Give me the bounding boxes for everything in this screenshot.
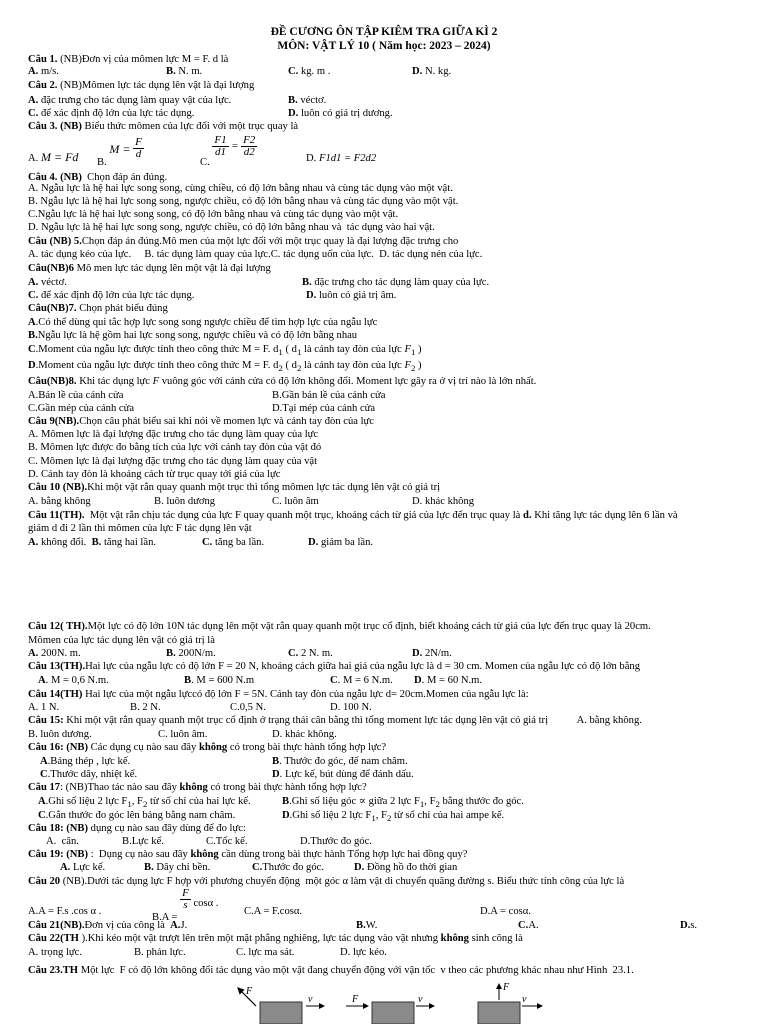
answer-option: C. luôn âm	[272, 496, 319, 507]
question-text-line: Câu (NB) 5.Chọn đáp án đúng.Mô men của một lực đối với một trục quay là đại lượng đặc trưng cho	[28, 236, 459, 247]
question-text-line: Câu(NB)6 Mô men lực tác dụng lên một vật là đại lượng	[28, 263, 271, 274]
answer-option: B. véctơ.	[288, 95, 327, 106]
answer-option: D. luôn có giá trị âm.	[306, 290, 397, 301]
question-text-line: Câu 11(TH). Một vật rắn chịu tác dụng của lực F quay quanh một trục, khoảng cách từ giá của lực đến trục quay là d. Khi tăng lực tác dụng lên 6 lần và	[28, 510, 678, 521]
answer-option: C.0,5 N.	[230, 702, 266, 713]
question-text-line: B. Mômen lực được đo bằng tích của lực với cánh tay đòn của vật đó	[28, 442, 322, 453]
answer-option: C. 2 N. m.	[288, 648, 333, 659]
document-title: ĐỀ CƯƠNG ÔN TẬP KIÊM TRA GIỮA KÌ 2	[270, 26, 498, 38]
q20-option-b-fraction: $\frac{F}{s}$	[182, 887, 189, 911]
answer-option: C.Tốc kế.	[206, 836, 248, 847]
answer-option: B.Lực kế.	[122, 836, 164, 847]
answer-option: D. Lực kế, bút dùng để đánh dấu.	[272, 769, 414, 780]
question-text-line: D. Cánh tay đòn là khoảng cách từ trục quay tới giá của lực	[28, 469, 281, 480]
answer-option: C.Thước dây, nhiệt kế.	[40, 769, 138, 780]
question-text-line: Câu(NB)8. Khi tác dụng lực F vuông góc với cánh cửa có độ lớn không đổi. Moment lực gây ra ở vị trí nào là lớn nhất.	[28, 376, 537, 387]
answer-option: D. luôn có giá trị dương.	[288, 108, 393, 119]
question-text-line: Câu 17: (NB)Thao tác nào sau đây không có trong bài thực hành tổng hợp lực?	[28, 782, 367, 793]
question-text-line: B.Ngẫu lực là hệ gồm hai lực song song, ngược chiều và có độ lớn bằng nhau	[28, 330, 358, 341]
answer-option: C. tăng ba lần.	[202, 537, 265, 548]
answer-option: C. luôn âm.	[158, 729, 208, 740]
question-text-line: C.Moment của ngẫu lực được tính theo công thức M = F. $d_1$ ( $d_1$ là cánh tay đòn của lực $F_1$ )	[28, 344, 422, 358]
answer-option: B. Thước đo góc, đế nam châm.	[272, 756, 408, 767]
answer-option: A. M = 0,6 N.m.	[38, 675, 109, 686]
question-text-line: A.Có thể dùng qui tắc hợp lực song song ngược chiều để tìm hợp lực của ngẫu lực	[28, 317, 378, 328]
answer-option: B. luôn dương.	[28, 729, 92, 740]
answer-option: C. lực ma sát.	[236, 947, 295, 958]
q3-option-d-formula: F1d1 = F2d2	[318, 153, 377, 164]
answer-option: D.Ghi số liệu 2 lực $F_1$, $F_2$ từ số chỉ của hai ampe kế.	[282, 810, 505, 824]
answer-option: A. bằng không	[28, 496, 91, 507]
figure-block-3	[478, 982, 542, 1024]
q20-option-b-tail: cosα .	[193, 897, 219, 909]
answer-option: B. 200N/m.	[166, 648, 216, 659]
answer-option: B. M = 600 N.m	[184, 675, 255, 686]
exam-page: ĐỀ CƯƠNG ÔN TẬP KIÊM TRA GIỮA KÌ 2 MÔN: VẬT LÝ 10 ( Năm học: 2023 – 2024) Câu 1. (NB)Đơn vị của mômen lực M = F. d là A. m/s. B. N. m. C. kg. m . D. N. kg. Câu 2. (NB)Mômen lực tác dụng lên vật là đại lượng A. đặc trưng cho tác dụng làm quay vật của lực. B. véctơ. C. để xác định độ lớn của lực tác dụng. D. luôn có giá trị dương. Câu 3. (NB) Biểu thức mômen của lực đối với một trục quay là Câu 4. (NB) Chọn đáp án đúng. A. Ngẫu lực là hệ hai lực song song, cùng chiều, có độ lớn bằng nhau và cùng tác dụng vào một vật. B. Ngẫu lực là hệ hai lực song song, ngược chiều, có độ lớn bằng nhau và cùng tác dụng vào một vật. C.Ngẫu lực là hệ hai lực song song, có độ lớn bằng nhau và cùng tác dụng vào một vật. D. Ngẫu lực là hệ hai lực song song, ngược chiều, có độ lớn bằng nhau và tác dụng vào hai vật. Câu (NB) 5.Chọn đáp án đúng.Mô men của một lực đối với một trục quay là đại lượng đặc trưng cho A. tác dụng kéo của lực. B. tác dụng làm quay của lực.C. tác dụng uốn của lực. D. tác dụng nén của lực. Câu(NB)6 Mô men lực tác dụng lên một vật là đại lượng A. véctơ. B. đặc trưng cho tác dụng làm quay của lực. C. để xác định độ lớn của lực tác dụng. D. luôn có giá trị âm. Câu(NB)7. Chọn phát biểu đúng A.Có thể dùng qui tắc hợp lực song song ngược chiều để tìm hợp lực của ngẫu lực B.Ngẫu lực là hệ gồm hai lực song song, ngược chiều và có độ lớn bằng nhau C.Moment của ngẫu lực được tính theo công thức M = F. $d_1$ ( $d_1$ là cánh tay đòn của lực $F_1$ ) D.Moment của ngẫu lực được tính theo công thức M = F. $d_2$ ( $d_2$ là cánh tay đòn của lực $F_2$ ) Câu(NB)8. Khi tác dụng lực F vuông góc với cánh cửa có độ lớn không đổi. Moment lực gây ra ở vị trí nào là lớn nhất. A.Bản lề của cánh cửa B.Gần bản lề của cánh cửa C.Gần mép của cánh cửa D.Tại mép của cánh cửa Câu 9(NB).Chọn câu phát biểu sai khi nói về momen lực và cánh tay đòn của lực A. Mômen lực là đại lượng đặc trưng cho tác dụng làm quay của lực B. Mômen lực được đo bằng tích của lực với cánh tay đòn của vật đó C. Mômen lực là đại lượng đặc trưng cho tác dụng làm quay của vật D. Cánh tay đòn là khoảng cách từ trục quay tới giá của lực Câu 10 (NB).Khi một vật rắn quay quanh một trục thì tổng mômen lực tác dụng lên vật có giá trị A. bằng không B. luôn dương C. luôn âm D. khác không Câu 11(TH). Một vật rắn chịu tác dụng của lực F quay quanh một trục, khoảng cách từ giá của lực đến trục quay là d. Khi tăng lực tác dụng lên 6 lần và giảm d đi 2 lần thì mômen của lực F tác dụng lên vật A. không đổi. B. tăng hai lần. C. tăng ba lần. D. giảm ba lần. Câu 12( TH).Một lực có độ lớn 10N tác dụng lên một vật rắn quay quanh một trục cố định, biết khoảng cách từ giá của lực đến trục quay là 20cm. Mômen của lực tác dụng lên vật có giá trị là A. 200N. m. B. 200N/m. C. 2 N. m. D. 2N/m. Câu 13(TH).Hai lực của ngẫu lực có độ lớn F = 20 N, khoảng cách giữa hai giá của ngẫu lực là d = 30 cm. Momen của ngẫu lực có độ lớn bằng A. M = 0,6 N.m. B. M = 600 N.m C. M = 6 N.m. D. M = 60 N.m. Câu 14(TH) Hai lực của một ngẫu lựccó độ lớn F = 5N. Cánh tay đòn của ngẫu lực d= 20cm.Momen của ngẫu lực là: A. 1 N. B. 2 N. C.0,5 N. D. 100 N. Câu 15: Khi một vật rắn quay quanh một trục cố định ở trạng thái cân bằng thì tổng moment lực tác dụng lên vật có giá trị A. bằng không. B. luôn dương. C. luôn âm. D. khác không. Câu 16: (NB) Các dụng cụ nào sau đây không có trong bài thực hành tổng hợp lực? A.Bảng thép , lực kế. B. Thước đo góc, đế nam châm. C.Thước dây, nhiệt kế. D. Lực kế, bút dùng để đánh dấu. Câu 17: (NB)Thao tác nào sau đây không có trong bài thực hành tổng hợp lực? A.Ghi số liệu 2 lực $F_1$, $F_2$ từ số chỉ của hai lực kế. B.Ghi số liệu góc ∝ giữa 2 lực $F_1$, $F_2$ bằng thước đo góc. C.Gắn thước đo góc lên bảng bằng nam châm. D.Ghi số liệu 2 lực $F_1$, $F_2$ từ số chỉ của hai ampe kế. Câu 18: (NB) dụng cụ nào sau đây dùng để đo lực: A. cân. B.Lực kế. C.Tốc kế. D.Thước đo góc. Câu 19: (NB) : Dụng cụ nào sau đây không cần dùng trong bài thực hành Tổng hợp lực hai đồng quy? A. Lực kế. B. Dây chỉ bền. C.Thước đo góc. D. Đồng hồ đo thời gian Câu 20 (NB).Dưới tác dụng lực F hợp với phương chuyển động một góc α làm vật di chuyển quãng đường s. Biểu thức tính công của lực là Câu 21(NB).Đơn vị của công là A.J. B.W. C.A. D.s. Câu 22(TH ).Khi kéo một vật trượt lên trên một mặt phẳng nghiêng, lực tác dụng vào vật nhưng không sinh công là A. trọng lực. B. phản lực. C. lực ma sát. D. lực kéo. Câu 23.TH Một lực F có độ lớn không đổi tác dụng vào một vật đang chuyển động với vận tốc v theo các phương khác nhau như Hình 23.1. A. M = Fd B. M = $\frac{F}{d}$ C. $\frac{F1}{d1}$ = $\frac{F2}{d2}$ D. F1d1 = F2d2 A.A = F.s .cos α . B.A = $\frac{F}{s}$ cosα . C.A = F.cosα. D.A = cosα. F v F v F v	[0, 0, 768, 1024]
question-text-line: Câu 1. (NB)Đơn vị của mômen lực M = F. d là	[28, 54, 229, 65]
question-text-line: Câu 10 (NB).Khi một vật rắn quay quanh một trục thì tổng mômen lực tác dụng lên vật có giá trị	[28, 482, 441, 493]
question-text-line: Câu 16: (NB) Các dụng cụ nào sau đây không có trong bài thực hành tổng hợp lực?	[28, 742, 387, 753]
document-subtitle: MÔN: VẬT LÝ 10 ( Năm học: 2023 – 2024)	[277, 40, 491, 52]
answer-option: D. khác không	[412, 496, 475, 507]
answer-option: A. m/s.	[28, 66, 59, 77]
q20-option-c: C.A = F.cosα.	[244, 906, 303, 917]
question-text-line: Câu 18: (NB) dụng cụ nào sau đây dùng để đo lực:	[28, 823, 246, 834]
question-text-line: Câu 19: (NB) : Dụng cụ nào sau đây không cần dùng trong bài thực hành Tổng hợp lực hai đồng quy?	[28, 849, 468, 860]
answer-option: D. khác không.	[272, 729, 337, 740]
velocity-label-1: v	[308, 994, 313, 1005]
question-text-line: Câu 20 (NB).Dưới tác dụng lực F hợp với phương chuyển động một góc α làm vật di chuyển quãng đường s. Biểu thức tính công của lực là	[28, 876, 625, 887]
question-text-line: Câu 12( TH).Một lực có độ lớn 10N tác dụng lên một vật rắn quay quanh một trục cố định, biết khoảng cách từ giá của lực đến trục quay là 20cm.	[28, 621, 651, 632]
answer-option: C. M = 6 N.m.	[330, 675, 393, 686]
q3-option-c-fraction-2: $\frac{F2}{d2}$	[243, 134, 256, 158]
q3-option-a-label: A.	[28, 153, 39, 164]
answer-option: D. giảm ba lần.	[308, 537, 374, 548]
answer-option: C. kg. m .	[288, 66, 331, 77]
question-text-line: Câu(NB)7. Chọn phát biểu đúng	[28, 303, 168, 314]
answer-option: D. 100 N.	[330, 702, 372, 713]
q3-option-a-formula: M = Fd	[40, 150, 79, 164]
velocity-label-2: v	[418, 994, 423, 1005]
q3-option-b-fraction: $\frac{F}{d}$	[135, 136, 142, 160]
question-text-line: C.Ngẫu lực là hệ hai lực song song, có độ lớn bằng nhau và cùng tác dụng vào một vật.	[28, 209, 399, 220]
q20-option-a: A.A = F.s .cos α .	[28, 906, 102, 917]
q3-option-d-label: D.	[306, 153, 317, 164]
question-text-line: Câu 4. (NB) Chọn đáp án đúng.	[28, 172, 168, 183]
answer-option: C. để xác định độ lớn của lực tác dụng.	[28, 290, 195, 301]
answer-option: C.A.	[518, 920, 539, 931]
answer-option: B. đặc trưng cho tác dụng làm quay của lực.	[302, 277, 490, 288]
q3-option-c-label: C.	[200, 156, 210, 168]
answer-option: D. lực kéo.	[340, 947, 387, 958]
question-text-line: C. Mômen lực là đại lượng đặc trưng cho tác dụng làm quay của vật	[28, 456, 318, 467]
answer-option: B. N. m.	[166, 66, 203, 77]
question-text-line: Câu 9(NB).Chọn câu phát biểu sai khi nói về momen lực và cánh tay đòn của lực	[28, 416, 375, 427]
question-text-line: A. Ngẫu lực là hệ hai lực song song, cùng chiều, có độ lớn bằng nhau và cùng tác dụng vào một vật.	[28, 183, 453, 194]
question-text-line: giảm d đi 2 lần thì mômen của lực F tác dụng lên vật	[28, 523, 252, 534]
answer-option: A. véctơ.	[28, 277, 67, 288]
answer-option: C.Thước đo góc.	[252, 862, 324, 873]
question-text-line: Câu 13(TH).Hai lực của ngẫu lực có độ lớn F = 20 N, khoảng cách giữa hai giá của ngẫu lực là d = 30 cm. Momen của ngẫu lực có độ lớn bằng	[28, 661, 641, 672]
force-label-2: F	[352, 994, 359, 1005]
figure-23-1	[226, 982, 556, 1024]
answer-option: A. Lực kế.	[60, 862, 106, 873]
question-text-line: Câu 3. (NB) Biểu thức mômen của lực đối với một trục quay là	[28, 121, 299, 132]
figure-block-2	[346, 994, 434, 1024]
question-text-line: Câu 15: Khi một vật rắn quay quanh một trục cố định ở trạng thái cân bằng thì tổng moment lực tác dụng lên vật có giá trị A. bằng không.	[28, 715, 642, 726]
q3-option-c-fraction-1: $\frac{F1}{d1}$	[214, 134, 227, 158]
answer-option: C.Gắn thước đo góc lên bảng bằng nam châm.	[38, 810, 236, 821]
question-text-line: Câu 23.TH Một lực F có độ lớn không đổi tác dụng vào một vật đang chuyển động với vận tốc v theo các phương khác nhau như Hình 23.1.	[28, 965, 634, 976]
answer-option: B. 2 N.	[130, 702, 161, 713]
answer-option: D.Tại mép của cánh cửa	[272, 403, 376, 414]
answer-option: D.s.	[680, 920, 698, 931]
q3-option-b-label: B.	[97, 156, 107, 168]
answer-option: A. đặc trưng cho tác dụng làm quay vật của lực.	[28, 95, 232, 106]
answer-option: D. N. kg.	[412, 66, 452, 77]
figure-block-1	[238, 986, 324, 1024]
question-text-line: Câu 14(TH) Hai lực của một ngẫu lựccó độ lớn F = 5N. Cánh tay đòn của ngẫu lực d= 20cm.Momen của ngẫu lực là:	[28, 689, 529, 700]
answer-option: D. Đồng hồ đo thời gian	[354, 862, 458, 873]
answer-option: B. luôn dương	[154, 496, 216, 507]
question-text-line: Câu 22(TH ).Khi kéo một vật trượt lên trên một mặt phẳng nghiêng, lực tác dụng vào vật nhưng không sinh công là	[28, 933, 523, 944]
answer-option: A. không đổi. B. tăng hai lần.	[28, 537, 157, 548]
answer-option: A.Bảng thép , lực kế.	[40, 756, 131, 767]
force-label-1: F	[246, 986, 253, 997]
answer-option: A.Ghi số liệu 2 lực $F_1$, $F_2$ từ số chỉ của hai lực kế.	[38, 796, 251, 810]
answer-option: B.Ghi số liệu góc ∝ giữa 2 lực $F_1$, $F_2$ bằng thước đo góc.	[282, 796, 524, 810]
answer-option: B.W.	[356, 920, 378, 931]
answer-option: A. 200N. m.	[28, 648, 81, 659]
question-text-line: D. Ngẫu lực là hệ hai lực song song, ngược chiều, có độ lớn bằng nhau và tác dụng vào hai vật.	[28, 222, 435, 233]
q20-option-d: D.A = cosα.	[480, 906, 531, 917]
question-text-line: D.Moment của ngẫu lực được tính theo công thức M = F. $d_2$ ( $d_2$ là cánh tay đòn của lực $F_2$ )	[28, 360, 422, 374]
question-text-line: A. Mômen lực là đại lượng đặc trưng cho tác dụng làm quay của lực	[28, 429, 319, 440]
answer-option: B. Dây chỉ bền.	[144, 862, 211, 873]
answer-option: Câu 21(NB).Đơn vị của công là A.J.	[28, 920, 188, 931]
answer-option: D. M = 60 N.m.	[414, 675, 483, 686]
answer-option: A.Bản lề của cánh cửa	[28, 390, 124, 401]
answer-option: C.Gần mép của cánh cửa	[28, 403, 135, 414]
force-label-3: F	[503, 982, 510, 993]
answer-option: D.Thước đo góc.	[300, 836, 372, 847]
answer-option: A. trọng lực.	[28, 947, 82, 958]
q20-option-b-lhs: B.A =	[152, 911, 178, 923]
answer-option: C. để xác định độ lớn của lực tác dụng.	[28, 108, 195, 119]
answer-option: D. 2N/m.	[412, 648, 452, 659]
question-text-line: B. Ngẫu lực là hệ hai lực song song, ngược chiều, có độ lớn bằng nhau và cùng tác dụng vào một vật.	[28, 196, 459, 207]
answer-option: B.Gần bản lề của cánh cửa	[272, 390, 386, 401]
answer-option: B. phản lực.	[134, 947, 186, 958]
q3-option-b-lhs: M =	[109, 141, 131, 156]
answer-option: A. cân.	[46, 836, 79, 847]
question-text-line: A. tác dụng kéo của lực. B. tác dụng làm quay của lực.C. tác dụng uốn của lực. D. tác dụng nén của lực.	[28, 249, 483, 260]
velocity-label-3: v	[522, 994, 527, 1005]
answer-option: A. 1 N.	[28, 702, 60, 713]
question-text-line: Mômen của lực tác dụng lên vật có giá trị là	[28, 635, 215, 646]
question-text-line: Câu 2. (NB)Mômen lực tác dụng lên vật là đại lượng	[28, 80, 255, 91]
